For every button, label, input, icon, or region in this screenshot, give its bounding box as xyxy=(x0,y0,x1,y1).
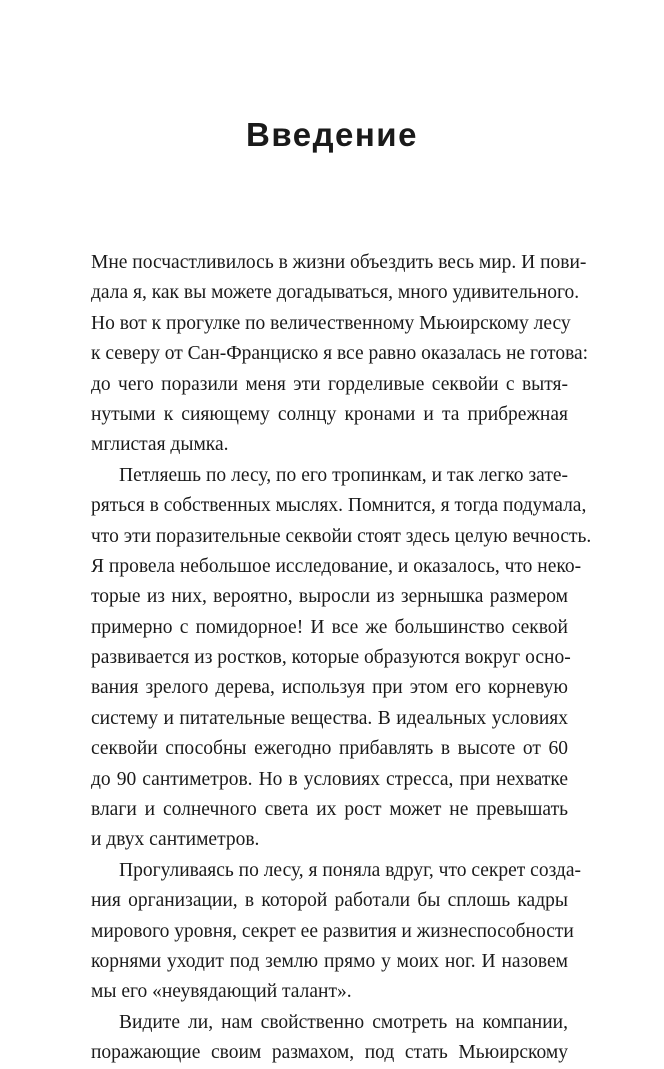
text-line: до чего поразили меня эти горделивые секвойи с вытя- xyxy=(91,373,568,395)
chapter-title: Введение xyxy=(246,116,418,153)
text-line: Видите ли, нам свойственно смотреть на компании, xyxy=(119,1011,568,1033)
text-line: нутыми к сияющему солнцу кронами и та прибрежная xyxy=(91,403,568,425)
text-line: Петляешь по лесу, по его тропинкам, и так легко зате- xyxy=(119,464,568,486)
text-line: мглистая дымка. xyxy=(91,434,229,456)
text-line: до 90 сантиметров. Но в условиях стресса, при нехватке xyxy=(91,768,568,790)
text-line: дала я, как вы можете догадываться, много удивительного. xyxy=(91,282,580,304)
text-line: и двух сантиметров. xyxy=(91,829,260,851)
text-line: систему и питательные вещества. В идеальных условиях xyxy=(91,707,568,729)
text-line: Но вот к прогулке по величественному Мьюирскому лесу xyxy=(91,312,571,334)
text-line: Я провела небольшое исследование, и оказалось, что неко- xyxy=(91,555,582,577)
text-line: мы его «неувядающий талант». xyxy=(91,981,352,1003)
text-line: корнями уходит под землю прямо у моих ног. И назовем xyxy=(91,950,568,972)
text-line: ряться в собственных мыслях. Помнится, я тогда подумала, xyxy=(91,495,587,517)
text-line: мирового уровня, секрет ее развития и жизнеспособности xyxy=(91,920,574,942)
text-line: влаги и солнечного света их рост может не превышать xyxy=(91,799,568,821)
text-line: примерно с помидорное! И все же большинство секвой xyxy=(91,616,568,638)
text-line: поражающие своим размахом, под стать Мьюирскому xyxy=(91,1042,568,1064)
text-line: к северу от Сан-Франциско я все равно оказалась не готова: xyxy=(91,343,589,365)
text-line: что эти поразительные секвойи стоят здесь целую вечность. xyxy=(91,525,592,547)
text-line: секвойи способны ежегодно прибавлять в высоте от 60 xyxy=(91,738,568,760)
text-line: Прогуливаясь по лесу, я поняла вдруг, что секрет созда- xyxy=(119,859,581,881)
body-text xyxy=(91,248,592,1069)
text-line: ния организации, в которой работали бы сплошь кадры xyxy=(91,890,568,912)
text-line: Мне посчастливилось в жизни объездить весь мир. И пови- xyxy=(91,252,587,273)
text-line: торые из них, вероятно, выросли из зернышка размером xyxy=(91,586,568,608)
text-line: вания зрелого дерева, используя при этом его корневую xyxy=(91,677,568,699)
text-line: развивается из ростков, которые образуются вокруг осно- xyxy=(91,647,571,669)
